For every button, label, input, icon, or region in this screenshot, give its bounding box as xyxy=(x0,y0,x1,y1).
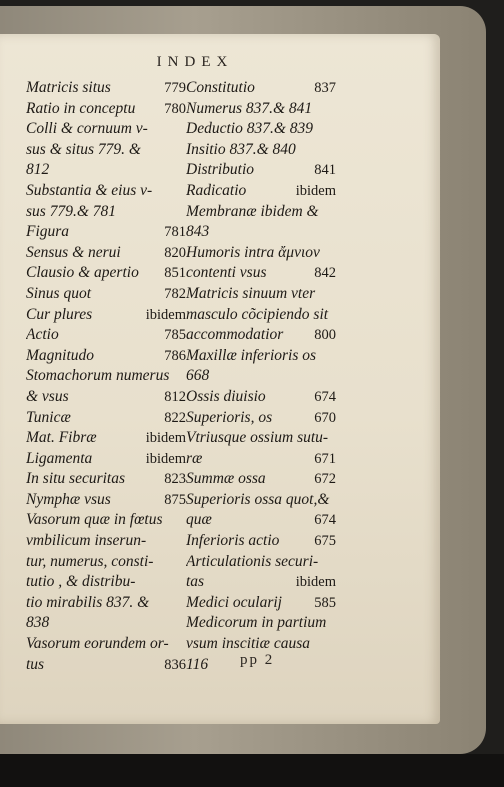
entry-text: Medici ocularij xyxy=(186,593,282,611)
entry-text: 812 xyxy=(26,161,50,179)
entry-page-number: 780 xyxy=(164,100,186,117)
index-entry xyxy=(186,552,336,573)
entry-text: Sensus & nerui xyxy=(26,243,121,261)
entry-text: tas xyxy=(186,573,205,591)
entry-text: Medicorum in partium xyxy=(186,614,327,632)
index-entry xyxy=(26,325,186,346)
index-entry xyxy=(26,263,186,284)
entry-text: Inferioris actio xyxy=(186,532,280,550)
index-entry xyxy=(26,593,186,614)
index-entry xyxy=(26,99,186,120)
index-entry xyxy=(186,243,336,264)
index-entry xyxy=(186,222,336,243)
entry-page-number: 836 xyxy=(164,656,186,673)
entry-text: Humoris intra ἄμνιον xyxy=(186,243,320,261)
entry-text: sus 779.& 781 xyxy=(26,202,116,220)
entry-text: Tunicæ xyxy=(26,408,71,426)
index-entry xyxy=(186,572,336,593)
entry-text: Magnitudo xyxy=(26,346,95,364)
index-entry xyxy=(26,387,186,408)
index-left-column xyxy=(26,78,186,675)
entry-page-number: 841 xyxy=(314,162,336,179)
entry-text: Actio xyxy=(26,326,59,344)
entry-text: Radicatio xyxy=(186,181,247,199)
index-entry xyxy=(26,305,186,326)
index-page xyxy=(0,34,440,724)
entry-page-number: 786 xyxy=(164,347,186,364)
entry-text: 838 xyxy=(26,614,50,632)
entry-page-number: ibidem xyxy=(295,574,336,591)
entry-page-number: 785 xyxy=(164,327,186,344)
index-entry xyxy=(186,346,336,367)
entry-text: Figura xyxy=(26,223,70,241)
entry-text: Maxillæ inferioris os xyxy=(186,346,317,364)
entry-text: Clausio & apertio xyxy=(26,264,139,282)
entry-text: Insitio 837.& 840 xyxy=(186,140,296,158)
entry-text: contenti vsus xyxy=(186,264,267,282)
entry-text: Ligamenta xyxy=(26,449,93,467)
index-entry xyxy=(26,655,186,676)
entry-text: Ratio in conceptu xyxy=(26,99,136,117)
index-entry xyxy=(186,284,336,305)
entry-text: quæ xyxy=(186,511,212,529)
index-entry xyxy=(186,387,336,408)
index-entry xyxy=(26,428,186,449)
index-entry xyxy=(26,531,186,552)
index-entry xyxy=(26,222,186,243)
entry-text: & vsus xyxy=(26,387,69,405)
entry-page-number: 820 xyxy=(164,244,186,261)
entry-page-number: 822 xyxy=(164,409,186,426)
index-entry xyxy=(186,78,336,99)
entry-text: sus & situs 779. & xyxy=(26,140,141,158)
entry-text: accommodatior xyxy=(186,326,284,344)
entry-text: ræ xyxy=(186,449,203,467)
index-entry xyxy=(26,510,186,531)
entry-text: 843 xyxy=(186,223,210,241)
entry-page-number: 674 xyxy=(314,512,336,529)
index-entry xyxy=(26,78,186,99)
entry-text: Superioris, os xyxy=(186,408,273,426)
entry-page-number: 842 xyxy=(314,265,336,282)
index-entry xyxy=(186,408,336,429)
index-entry xyxy=(26,469,186,490)
entry-text: Mat. Fibræ xyxy=(26,429,97,447)
entry-text: tutio , & distribu- xyxy=(26,573,136,591)
index-entry xyxy=(186,613,336,634)
entry-text: Sinus quot xyxy=(26,284,92,302)
index-entry xyxy=(186,510,336,531)
entry-text: Nymphæ vsus xyxy=(26,490,111,508)
index-entry xyxy=(186,490,336,511)
index-entry xyxy=(26,284,186,305)
entry-text: In situ securitas xyxy=(26,470,126,488)
entry-text: masculo cõcipiendo sit xyxy=(186,305,329,323)
entry-text: Articulationis securi- xyxy=(186,552,319,570)
index-entry xyxy=(186,449,336,470)
index-entry xyxy=(26,490,186,511)
index-entry xyxy=(186,325,336,346)
index-entry xyxy=(26,140,186,161)
entry-page-number: 670 xyxy=(314,409,336,426)
entry-text: Vasorum eorundem or- xyxy=(26,635,169,653)
index-entry xyxy=(26,572,186,593)
entry-text: tio mirabilis 837. & xyxy=(26,593,150,611)
entry-page-number: 674 xyxy=(314,388,336,405)
entry-page-number: 800 xyxy=(314,327,336,344)
index-entry xyxy=(186,99,336,120)
index-entry xyxy=(186,202,336,223)
index-entry xyxy=(26,243,186,264)
entry-page-number: 823 xyxy=(164,471,186,488)
entry-text: Stomachorum numerus xyxy=(26,367,170,385)
entry-page-number: 671 xyxy=(314,450,336,467)
index-entry xyxy=(186,263,336,284)
index-entry xyxy=(26,552,186,573)
index-entry xyxy=(26,119,186,140)
index-entry xyxy=(186,428,336,449)
entry-page-number: 851 xyxy=(164,265,186,282)
index-entry xyxy=(186,531,336,552)
entry-text: tus xyxy=(26,655,45,673)
entry-text: tur, numerus, consti- xyxy=(26,552,154,570)
entry-text: Matricis sinuum vter xyxy=(186,284,316,302)
entry-page-number: 672 xyxy=(314,471,336,488)
entry-text: 116 xyxy=(186,655,209,673)
entry-page-number: 782 xyxy=(164,285,186,302)
entry-text: Distributio xyxy=(186,161,255,179)
entry-page-number: 781 xyxy=(164,224,186,241)
entry-text: Superioris ossa quot,& xyxy=(186,490,330,508)
dark-background xyxy=(0,754,504,787)
index-entry xyxy=(26,181,186,202)
index-entry xyxy=(186,160,336,181)
entry-page-number: ibidem xyxy=(145,306,186,323)
index-entry xyxy=(26,449,186,470)
entry-text: Deductio 837.& 839 xyxy=(186,120,313,138)
index-entry xyxy=(186,305,336,326)
index-entry xyxy=(186,140,336,161)
entry-page-number: ibidem xyxy=(295,182,336,199)
index-entry xyxy=(186,366,336,387)
entry-page-number: 675 xyxy=(314,533,336,550)
signature-mark: pp 2 xyxy=(240,652,275,668)
index-right-column xyxy=(186,78,336,675)
index-entry xyxy=(26,202,186,223)
entry-text: Vasorum quæ in fœtus xyxy=(26,511,163,529)
index-entry xyxy=(186,469,336,490)
entry-text: Matricis situs xyxy=(26,79,111,96)
entry-text: Ossis diuisio xyxy=(186,387,266,405)
entry-text: Colli & cornuum v- xyxy=(26,120,148,138)
index-entry xyxy=(26,613,186,634)
entry-text: Cur plures xyxy=(26,305,93,323)
entry-text: vsum inscitiæ causa xyxy=(186,635,310,653)
entry-text: Numerus 837.& 841 xyxy=(186,99,313,117)
entry-page-number: ibidem xyxy=(145,430,186,447)
entry-text: 668 xyxy=(186,367,210,385)
entry-text: Vtriusque ossium sutu- xyxy=(186,429,329,447)
entry-text: vmbilicum inserun- xyxy=(26,532,147,550)
page-header: INDEX xyxy=(156,54,234,70)
index-entry xyxy=(186,593,336,614)
entry-page-number: 585 xyxy=(314,594,336,611)
index-entry xyxy=(186,181,336,202)
entry-page-number: 837 xyxy=(314,80,336,96)
index-entry xyxy=(26,160,186,181)
entry-page-number: 779 xyxy=(164,80,186,96)
index-entry xyxy=(186,119,336,140)
index-entry xyxy=(26,634,186,655)
entry-text: Substantia & eius v- xyxy=(26,181,153,199)
index-entry xyxy=(26,366,186,387)
index-entry xyxy=(26,346,186,367)
entry-text: Constitutio xyxy=(186,79,255,96)
entry-text: Membranæ ibidem & xyxy=(186,202,319,220)
index-entry xyxy=(26,408,186,429)
entry-text: Summæ ossa xyxy=(186,470,266,488)
entry-page-number: 812 xyxy=(164,388,186,405)
entry-page-number: ibidem xyxy=(145,450,186,467)
entry-page-number: 875 xyxy=(164,491,186,508)
